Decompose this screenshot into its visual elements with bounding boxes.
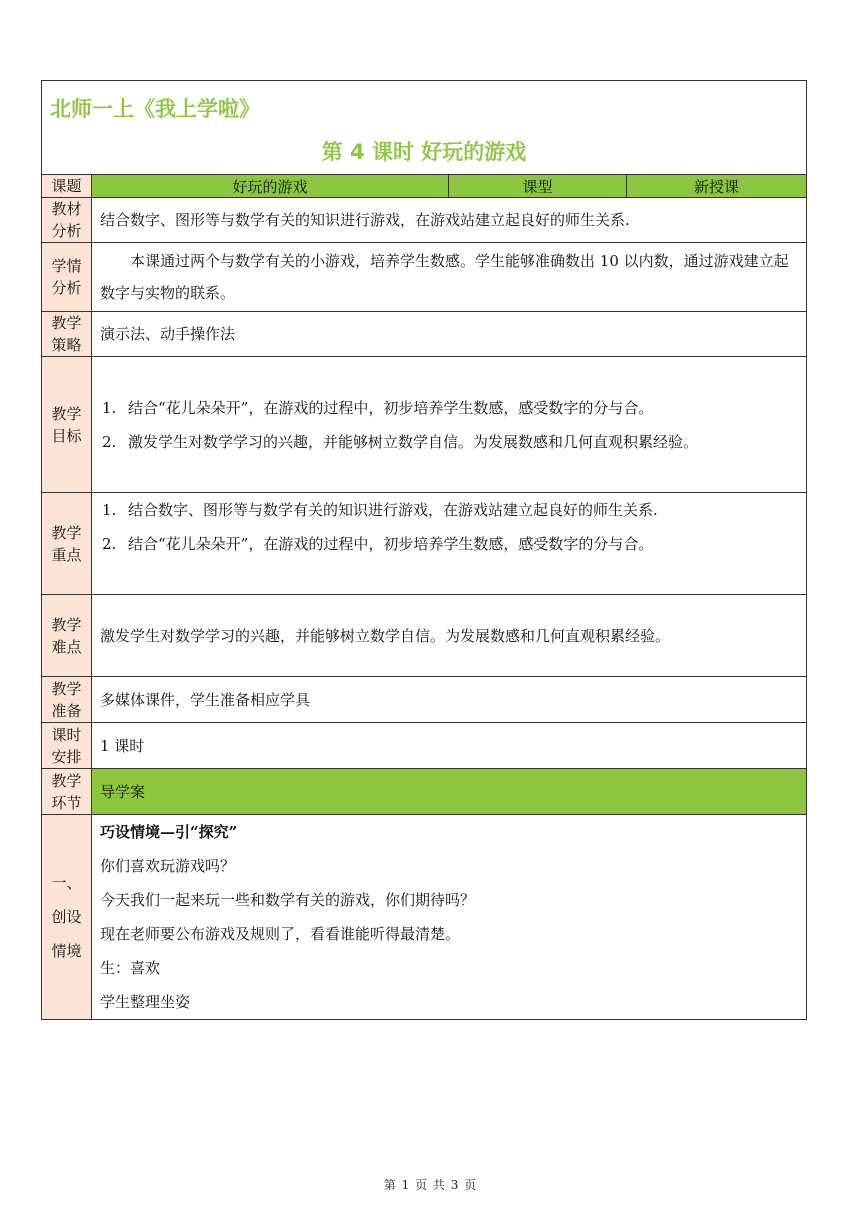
keypoints-list [92, 493, 807, 595]
section1-label: 一、 创设 情境 [42, 815, 92, 1020]
material-label: 教材 分析 [42, 198, 92, 243]
difficulty-label: 教学 难点 [42, 595, 92, 677]
title-row [42, 81, 807, 175]
page-footer: 第 1 页 共 3 页 [383, 1178, 477, 1192]
course-type-value: 新授课 [627, 175, 807, 198]
list-item: 2. 激发学生对数学学习的兴趣，并能够树立数学自信。为发展数感和几何直观积累经验。 [102, 432, 699, 451]
goals-row [42, 357, 807, 493]
process-row [42, 769, 807, 815]
list-item: 你们喜欢玩游戏吗？ [100, 857, 236, 875]
keypoints-label: 教学 重点 [42, 493, 92, 595]
material-text: 结合数字、图形等与数学有关的知识进行游戏，在游戏站建立起良好的师生关系. [92, 198, 807, 243]
preparation-text: 多媒体课件，学生准备相应学具 [92, 677, 807, 723]
title-cell [42, 81, 807, 175]
schedule-text: 1 课时 [92, 723, 807, 769]
list-item: 现在老师要公布游戏及规则了，看看谁能听得最清楚。 [100, 925, 461, 943]
course-type-label: 课型 [449, 175, 627, 198]
course-topic: 好玩的游戏 [92, 175, 449, 198]
document-title: 北师一上《我上学啦》 [50, 97, 260, 121]
keypoints-row [42, 493, 807, 595]
strategy-label: 教学 策略 [42, 312, 92, 357]
list-item: 1. 结合数字、图形等与数学有关的知识进行游戏，在游戏站建立起良好的师生关系. [102, 501, 658, 519]
list-item: 学生整理坐姿 [100, 993, 191, 1011]
material-row [42, 198, 807, 243]
strategy-row [42, 312, 807, 357]
page-number: 1 [401, 1178, 410, 1192]
lesson-plan-table [41, 80, 807, 1020]
lesson-subtitle: 第 4 课时 好玩的游戏 [321, 140, 527, 164]
list-item: 今天我们一起来玩一些和数学有关的游戏，你们期待吗？ [100, 891, 476, 909]
list-item: 2. 结合“花儿朵朵开”，在游戏的过程中，初步培养学生数感，感受数字的分与合。 [102, 535, 654, 553]
preparation-label: 教学 准备 [42, 677, 92, 723]
section1-heading: 巧设情境—引“探究” [100, 823, 238, 841]
list-item: 1. 结合“花儿朵朵开”，在游戏的过程中，初步培养学生数感，感受数字的分与合。 [102, 398, 654, 417]
goals-label: 教学 目标 [42, 357, 92, 493]
students-row [42, 243, 807, 312]
section1-row [42, 815, 807, 1020]
goals-list [92, 357, 807, 493]
students-label: 学情 分析 [42, 243, 92, 312]
course-row [42, 175, 807, 198]
difficulty-row [42, 595, 807, 677]
schedule-label: 课时 安排 [42, 723, 92, 769]
process-label: 教学 环节 [42, 769, 92, 815]
list-item: 生：喜欢 [100, 959, 161, 977]
difficulty-text: 激发学生对数学学习的兴趣，并能够树立数学自信。为发展数感和几何直观积累经验。 [92, 595, 807, 677]
schedule-row [42, 723, 807, 769]
process-text: 导学案 [92, 769, 807, 815]
strategy-text: 演示法、动手操作法 [92, 312, 807, 357]
course-label: 课题 [42, 175, 92, 198]
preparation-row [42, 677, 807, 723]
section1-content [92, 815, 807, 1020]
total-pages: 3 [450, 1178, 459, 1192]
students-text: 本课通过两个与数学有关的小游戏，培养学生数感。学生能够准确数出 10 以内数，通过游戏建立起数字与实物的联系。 [92, 243, 807, 312]
